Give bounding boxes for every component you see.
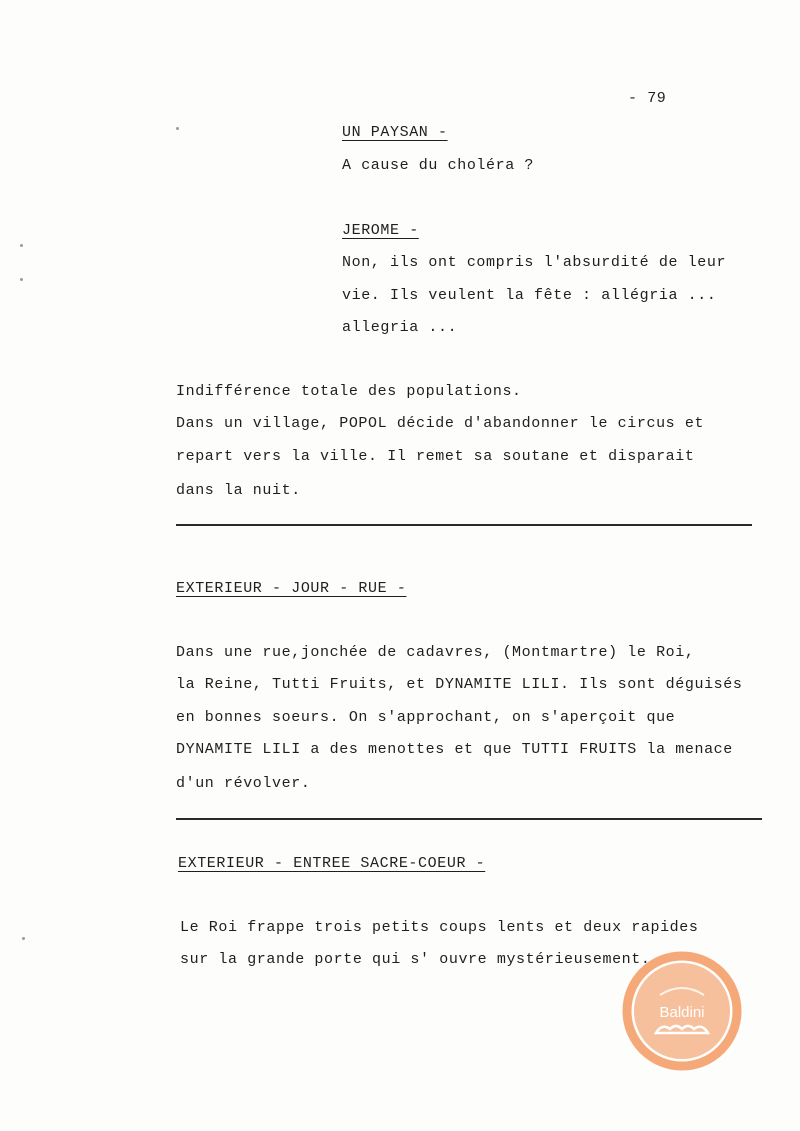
narration-line: Dans un village, POPOL décide d'abandonner le circus et [176, 415, 705, 432]
scene-heading-sacre-coeur: EXTERIEUR - ENTREE SACRE-COEUR - [178, 855, 486, 872]
scene-line: Le Roi frappe trois petits coups lents et deux rapides [180, 919, 699, 936]
speaker-un-paysan: UN PAYSAN - [342, 124, 448, 141]
scan-speck [22, 937, 25, 940]
scene-line: DYNAMITE LILI a des menottes et que TUTTI FRUITS la menace [176, 741, 733, 758]
scene-heading-rue: EXTERIEUR - JOUR - RUE - [176, 580, 407, 597]
speaker-jerome: JEROME - [342, 222, 419, 239]
dialogue-line: allegria ... [342, 319, 458, 336]
library-stamp-logo [622, 951, 742, 1071]
section-divider [176, 524, 752, 526]
scan-speck [176, 127, 179, 130]
narration-line: dans la nuit. [176, 482, 301, 499]
scene-line: d'un révolver. [176, 775, 311, 792]
stamp-graphic [622, 951, 742, 1071]
scene-line: sur la grande porte qui s' ouvre mystérieusement. [180, 951, 651, 968]
scene-line: la Reine, Tutti Fruits, et DYNAMITE LILI. Ils sont déguisés [176, 676, 743, 693]
scan-speck [20, 244, 23, 247]
dialogue-line: A cause du choléra ? [342, 157, 535, 174]
narration-line: Indifférence totale des populations. [176, 383, 522, 400]
section-divider [176, 818, 762, 820]
page-number: - 79 [628, 90, 667, 107]
svg-text:Baldini: Baldini [659, 1004, 705, 1021]
scene-line: Dans une rue,jonchée de cadavres, (Montmartre) le Roi, [176, 644, 695, 661]
dialogue-line: vie. Ils veulent la fête : allégria ... [342, 287, 717, 304]
dialogue-line: Non, ils ont compris l'absurdité de leur [342, 254, 727, 271]
scene-line: en bonnes soeurs. On s'approchant, on s'aperçoit que [176, 709, 676, 726]
scan-speck [20, 278, 23, 281]
narration-line: repart vers la ville. Il remet sa soutane et disparait [176, 448, 695, 465]
